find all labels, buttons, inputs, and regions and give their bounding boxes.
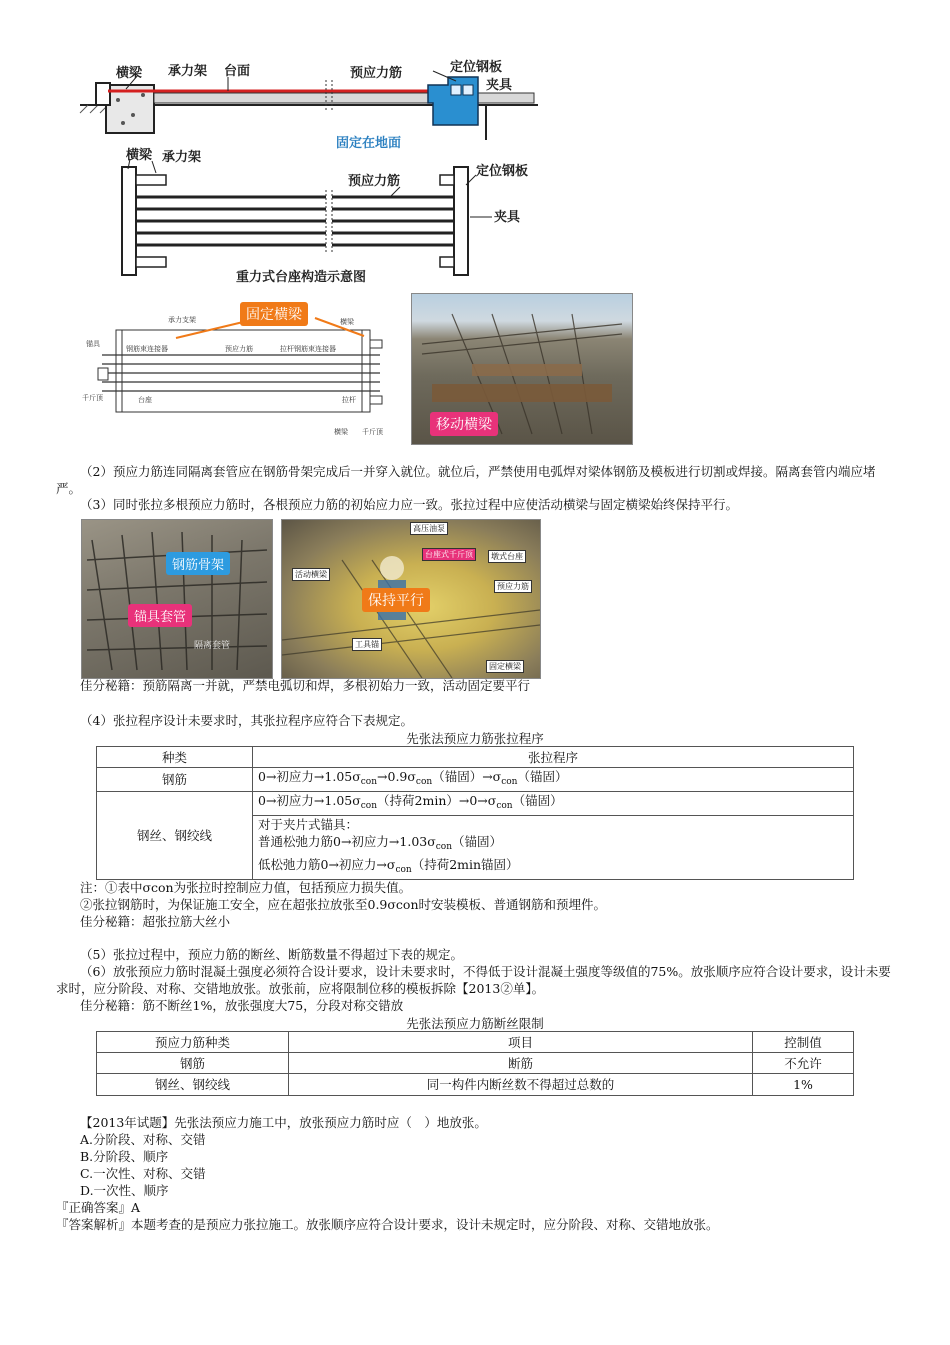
t1-row2-procedure: 0→初应力$\to 1.05\sigma_{con}$（持荷$2\min)\to 0\to\sigma_{con}$（锚固） [253, 792, 854, 816]
option-d: D.一次性、顺序 [80, 1183, 169, 1198]
moving-beam-tag: 移动横梁 [430, 412, 498, 436]
fixed-beam-plan-diagram [80, 300, 405, 440]
t1-row3-procedure: 对于夹片式锚具： 普通松弛力筋0→初应力$\to 1.03\sigma_{con}$（锚固） 低松弛力筋0→初应力$\to\sigma_{con}$（持荷2min锚固） [253, 816, 854, 880]
rebar-cage-photo [81, 519, 273, 679]
d3-label-6: 千斤顶 [82, 394, 103, 402]
isolation-sleeve-caption: 隔离套管 [194, 641, 231, 651]
photo3-tag-tendon: 预应力筋 [494, 580, 532, 593]
d3-label-2: 锚具 [86, 340, 100, 348]
photo3-tag-tool-anchor: 工具锚 [352, 638, 382, 651]
t2-header-limit: 控制值 [753, 1032, 854, 1053]
photo3-tag-jack: 台座式千斤顶 [422, 548, 476, 561]
d3-label-7: 台座 [138, 396, 152, 404]
gravity-pedestal-top-view-diagram [100, 145, 560, 290]
moving-beam-photo [411, 293, 633, 445]
fixed-beam-tag: 固定横梁 [240, 302, 308, 326]
table-row: 钢筋 断筋 不允许 [97, 1053, 854, 1074]
table-row [97, 768, 854, 792]
para-4: （4）张拉程序设计未要求时，其张拉程序应符合下表规定。 [80, 713, 413, 728]
para-2: （2）预应力筋连同隔离套管应在钢筋骨架完成后一并穿入就位。就位后，严禁使用电弧焊对梁体钢筋及模板进行切割或焊接。隔离套管内端应堵严。 [56, 464, 876, 496]
t2-header-item: 项目 [289, 1032, 753, 1053]
table-row [97, 792, 854, 816]
tip-3: 佳分秘籍：筋不断丝1%，放张强度大75，分段对称交错放 [80, 998, 404, 1013]
d2-label-clamp: 夹具 [494, 210, 521, 225]
d1-label-deck: 台面 [224, 64, 251, 79]
t2-header-kind: 预应力筋种类 [97, 1032, 289, 1053]
para-5: （5）张拉过程中，预应力筋的断丝、断筋数量不得超过下表的规定。 [80, 947, 463, 962]
d3-label-5: 拉杆钢筋束连接器 [280, 345, 336, 353]
correct-answer: 『正确答案』A [56, 1200, 141, 1215]
table-row: 钢丝、钢绞线 同一构件内断丝数不得超过总数的 1% [97, 1074, 854, 1096]
t1-header-kind: 种类 [97, 747, 253, 768]
d1-label-plate: 定位钢板 [450, 60, 503, 75]
keep-parallel-tag: 保持平行 [362, 588, 430, 612]
d2-label-beam: 横梁 [126, 148, 153, 163]
table2-caption: 先张法预应力筋断丝限制 [406, 1016, 544, 1031]
t1-row1-procedure: 0→初应力$\to 1.05\sigma_{con}\to 0.9\sigma_{con}$（锚固）$\to\sigma_{con}$（锚固） [253, 768, 854, 792]
d3-label-10: 千斤顶 [362, 428, 383, 436]
t1-row2-kind: 钢丝、钢绞线 [97, 792, 253, 880]
keep-parallel-photo [281, 519, 541, 679]
photo3-tag-active-beam: 活动横梁 [292, 568, 330, 581]
d2-label-frame: 承力架 [162, 150, 202, 165]
d3-label-3: 钢筋束连接器 [126, 345, 168, 353]
d3-label-4: 预应力筋 [225, 345, 253, 353]
option-c: C.一次性、对称、交错 [80, 1166, 206, 1181]
d3-label-0: 承力支架 [168, 316, 196, 324]
tip-2: 佳分秘籍：超张拉筋大丝小 [80, 914, 231, 929]
d1-caption: 固定在地面 [336, 136, 402, 151]
pedestal-side-view-diagram [78, 55, 538, 155]
photo3-tag-fixed-beam: 固定横梁 [486, 660, 524, 673]
para-3: （3）同时张拉多根预应力筋时，各根预应力筋的初始应力应一致。张拉过程中应使活动横梁与固定横梁始终保持平行。 [80, 497, 738, 512]
t1-header-procedure: 张拉程序 [253, 747, 854, 768]
d1-label-clamp: 夹具 [486, 78, 513, 93]
rebar-cage-tag: 钢筋骨架 [166, 552, 230, 575]
note-2: ②张拉钢筋时，为保证施工安全，应在超张拉放张至0.9σcon时安装模板、普通钢筋和预埋件。 [80, 897, 606, 912]
d1-label-tendon: 预应力筋 [350, 66, 403, 81]
table1-caption: 先张法预应力筋张拉程序 [406, 731, 544, 746]
wire-break-limit-table [96, 1031, 854, 1096]
tip-1: 佳分秘籍：预筋隔离一并就，严禁电弧切和焊，多根初始力一致，活动固定要平行 [80, 678, 531, 693]
d3-label-9: 横梁 [334, 428, 348, 436]
question-stem: 【2013年试题】先张法预应力施工中，放张预应力筋时应（ ）地放张。 [80, 1115, 487, 1130]
option-a: A.分阶段、对称、交错 [80, 1132, 206, 1147]
photo3-tag-pier: 墩式台座 [488, 550, 526, 563]
note-1: 注：①表中σcon为张拉时控制应力值，包括预应力损失值。 [80, 880, 412, 895]
d3-label-8: 拉杆 [342, 396, 356, 404]
d2-caption: 重力式台座构造示意图 [236, 270, 367, 285]
t1-row1-kind: 钢筋 [97, 768, 253, 792]
d1-label-frame: 承力架 [168, 64, 208, 79]
d2-label-plate: 定位钢板 [476, 164, 529, 179]
d2-label-tendon: 预应力筋 [348, 174, 401, 189]
para-6: （6）放张预应力筋时混凝土强度必须符合设计要求，设计未要求时，不得低于设计混凝土强度等级值的75%。放张顺序应符合设计要求，设计未要求时，应分阶段、对称、交错地放张。放张前，应将限制位移的模板拆除【2013②单】。 [56, 964, 891, 996]
d3-label-1: 横梁 [340, 318, 354, 326]
d1-label-beam: 横梁 [116, 66, 143, 81]
photo3-tag-pump: 高压油泵 [410, 522, 448, 535]
answer-analysis: 『答案解析』本题考查的是预应力张拉施工。放张顺序应符合设计要求，设计未规定时，应分阶段、对称、交错地放张。 [56, 1217, 719, 1232]
option-b: B.分阶段、顺序 [80, 1149, 169, 1164]
tensioning-procedure-table [96, 746, 854, 880]
anchor-sleeve-tag: 锚具套管 [128, 604, 192, 627]
